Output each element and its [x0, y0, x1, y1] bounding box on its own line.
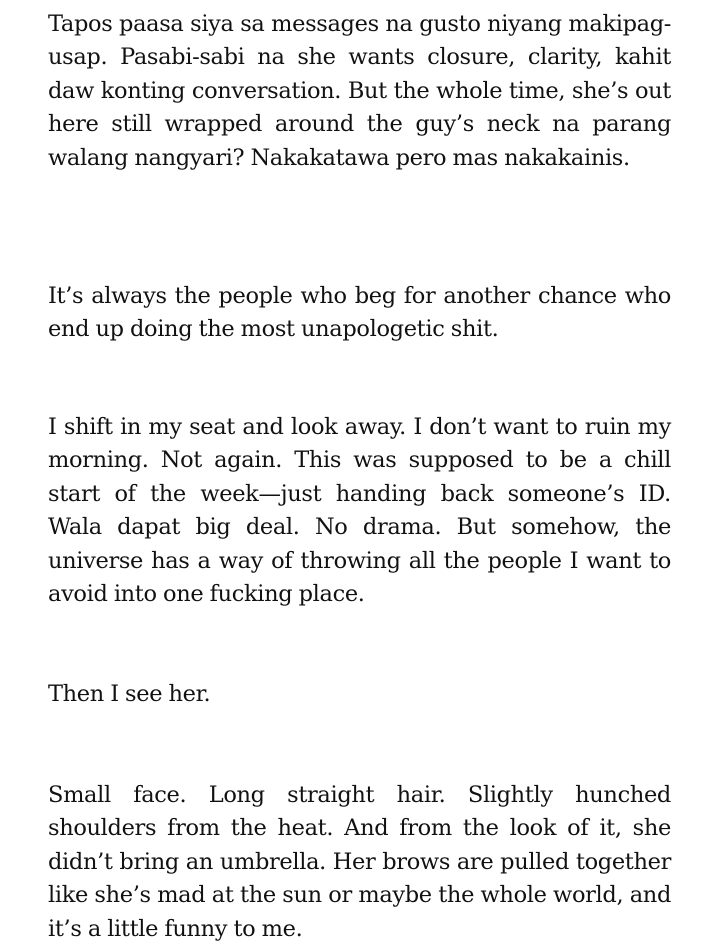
paragraph-3: I shift in my seat and look away. I don’t want to ruin my morning. Not again. This was supposed to be a chill start of the week—just handing back someone’s ID. Wala dapat big deal. No drama. But somehow, the universe has a way of throwing all the people I want to avoid into one fucking place. — [48, 414, 671, 608]
paragraph-2: It’s always the people who beg for another chance who end up doing the most unapologetic shit. — [48, 283, 671, 343]
paragraph-5: Small face. Long straight hair. Slightly hunched shoulders from the heat. And from the look of it, she didn’t bring an umbrella. Her brows are pulled together like she’s mad at the sun or maybe the whole world, and it’s a little funny to me. — [48, 782, 671, 942]
paragraph-4: Then I see her. — [48, 681, 211, 707]
paragraph-1: Tapos paasa siya sa messages na gusto niyang makipag-usap. Pasabi-sabi na she wants closure, clarity, kahit daw konting conversation. But the whole time, she’s out here still wrapped around the guy’s neck na parang walang nangyari? Nakakatawa pero mas nakakainis. — [48, 11, 671, 171]
